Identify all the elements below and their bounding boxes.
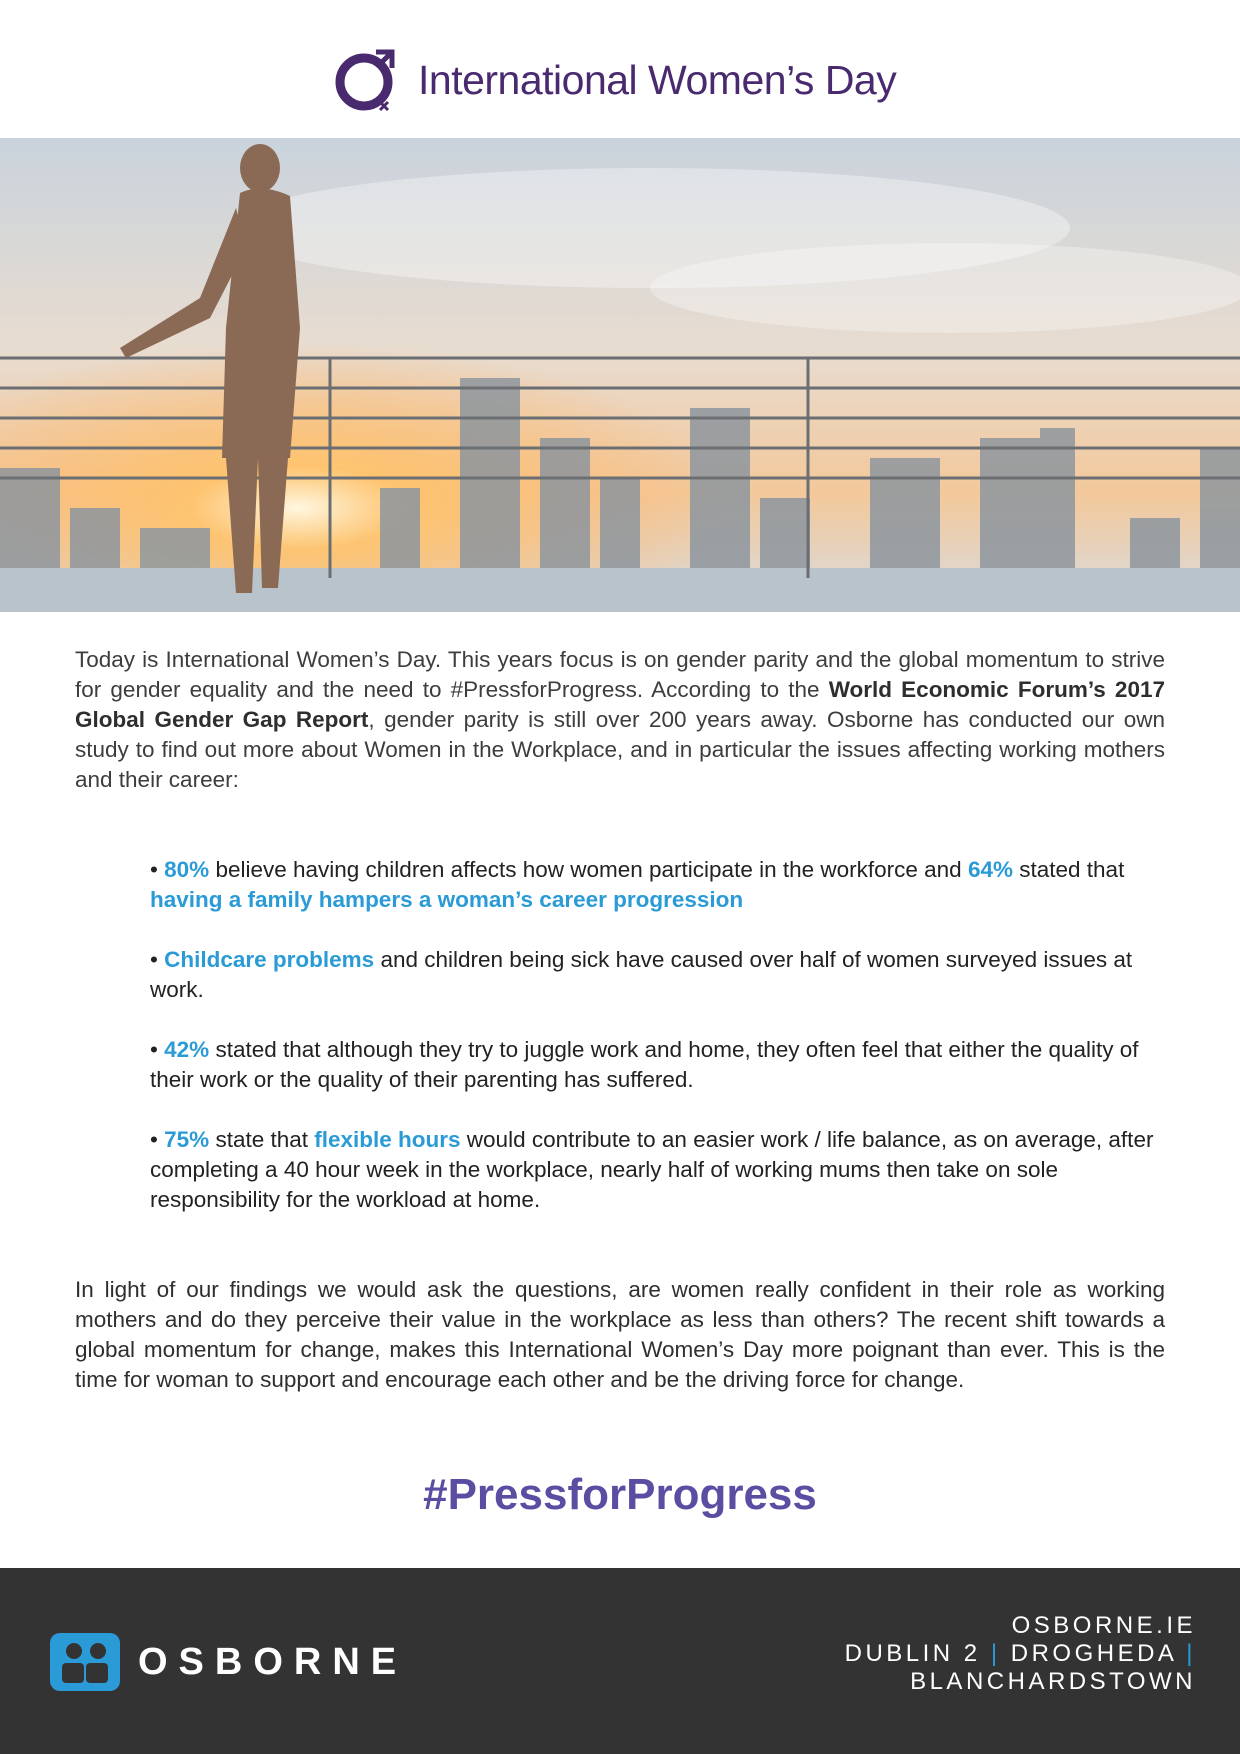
iwd-logo <box>330 44 896 116</box>
venus-symbol-icon <box>330 44 402 116</box>
intro-text-1: Today is International Women’s Day. This years focus is on gender parity and the global momentum to strive for gender equality and the need to #PressforProgress. According to the <box>75 647 1165 702</box>
stat-highlight: 75% <box>164 1127 210 1152</box>
campaign-hashtag: #PressforProgress <box>423 1470 817 1519</box>
closing-paragraph: In light of our findings we would ask the questions, are women really confident in their role as working mothers and do they perceive their value in the workplace as less than others? The recent shift towards a global momentum for change, makes this International Women’s Day more poignant than ever. This is the time for woman to support and encourage each other and be the driving force for change. <box>75 1277 1165 1392</box>
phrase-highlight: Childcare problems <box>164 947 375 972</box>
contact-info <box>845 1612 1196 1696</box>
separator: | <box>1186 1640 1196 1667</box>
stat-highlight: 64% <box>967 857 1013 882</box>
website-link[interactable]: OSBORNE.IE <box>1011 1612 1196 1639</box>
list-item-text: and children being sick have caused over half of women surveyed issues at work. <box>150 947 1133 1002</box>
intro-paragraph <box>75 645 1165 795</box>
phrase-highlight: having a family hampers a woman’s career progression <box>150 887 744 912</box>
iwd-title: International Women’s Day <box>418 56 897 103</box>
list-item: • 80% believe having children affects how women participate in the workforce and 64% stated that having a family hampers a woman’s career progression <box>150 857 1125 912</box>
list-item: • Childcare problems and children being sick have caused over half of women surveyed issues at work. <box>150 947 1133 1002</box>
separator: | <box>990 1640 1001 1667</box>
location-blanchardstown: BLANCHARDSTOWN <box>910 1668 1196 1695</box>
hero-image <box>0 138 1240 612</box>
osborne-wordmark: OSBORNE <box>138 1640 408 1683</box>
list-item-text: stated that <box>1013 857 1125 882</box>
locations-line <box>845 1640 1196 1668</box>
osborne-logo <box>50 1633 407 1691</box>
phrase-highlight: flexible hours <box>314 1127 461 1152</box>
list-item-text: would contribute to an easier work / life balance, as on average, after completing a 40 hour week in the workplace, nearly half of working mums then take on sole responsibility for the workload at home. <box>150 1127 1154 1212</box>
list-item-text: stated that although they try to juggle work and home, they often feel that either the quality of their work or the quality of their parenting has suffered. <box>150 1037 1139 1092</box>
list-item: • 42% stated that although they try to juggle work and home, they often feel that either the quality of their work or the quality of their parenting has suffered. <box>150 1037 1139 1092</box>
footer <box>0 1568 1240 1754</box>
list-item-text: state that <box>209 1127 315 1152</box>
list-item: • 75% state that flexible hours would contribute to an easier work / life balance, as on average, after completing a 40 hour week in the workplace, nearly half of working mums then take on sole responsibility for the workload at home. <box>150 1127 1154 1212</box>
stat-highlight: 42% <box>164 1037 210 1062</box>
page-header <box>0 0 1240 138</box>
findings-list <box>150 855 1160 1245</box>
location-drogheda: DROGHEDA <box>1010 1640 1177 1667</box>
intro-text-2: , gender parity is still over 200 years away. Osborne has conducted our own study to find out more about Women in the Workplace, and in particular the issues affecting working mothers and their career: <box>75 707 1166 792</box>
intro-report-title: World Economic Forum’s 2017 Global Gender Gap Report <box>75 677 1165 732</box>
people-logo-icon <box>50 1633 120 1691</box>
location-dublin: DUBLIN 2 <box>844 1640 981 1667</box>
stat-highlight: 80% <box>164 857 210 882</box>
list-item-text: believe having children affects how women participate in the workforce and <box>209 857 968 882</box>
